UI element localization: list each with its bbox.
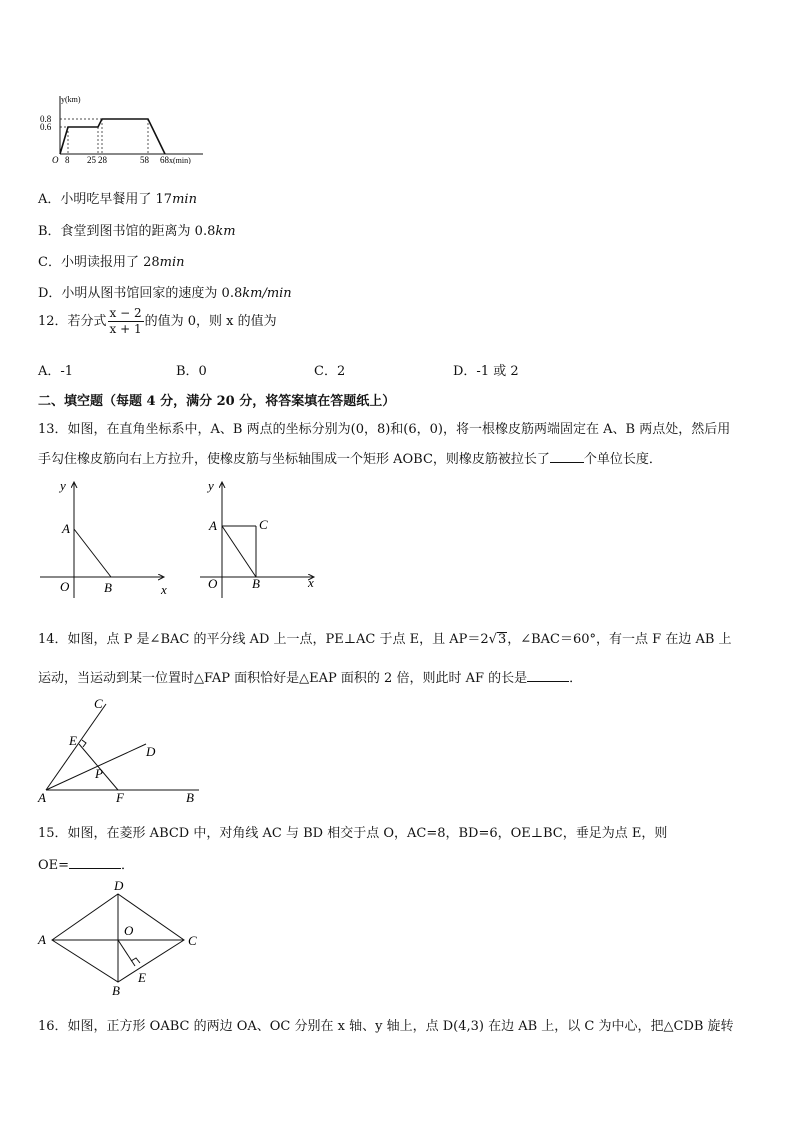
q13-figure-right [196,474,326,602]
q14-answer-blank [527,669,569,682]
q13l-point-o: O [60,579,70,594]
q14-right-angle-mark [82,740,86,747]
q11-option-d-unit: km/min [242,286,292,301]
q14-point-a: A [38,790,46,805]
q12-stem-prefix: 12．若分式 [38,314,107,329]
q13r-point-b: B [252,576,260,591]
q12-option-b: B．0 [176,364,207,379]
q13l-point-a: A [62,521,70,536]
q11-option-b-unit: km [215,224,236,239]
q13r-segment-ab [222,526,256,577]
q11-xtick-68: 68 [160,155,169,164]
q14-point-c: C [94,696,103,711]
q11-option-c-text: C．小明读报用了 28 [38,255,160,270]
q11-distance-time-graph [38,92,208,164]
q11-option-b [38,220,236,239]
q15-point-b: B [112,983,120,998]
q11-ytick-06: 0.6 [40,122,52,132]
q15-point-c: C [188,933,197,948]
q15-line1: 15．如图，在菱形 ABCD 中，对角线 AC 与 BD 相交于点 O，AC=8，BD=6，OE⊥BC，垂足为点 E，则 [38,826,668,841]
q13-line2-prefix: 手勾住橡皮筋向右上方拉升，使橡皮筋与坐标轴围成一个矩形 AOBC，则橡皮筋被拉长了 [38,452,550,467]
q11-ytick-08: 0.8 [40,114,52,124]
q14-point-e: E [69,733,77,748]
q16-line1: 16．如图，正方形 OABC 的两边 OA、OC 分别在 x 轴、y 轴上，点 D(4,3) 在边 AB 上，以 C 为中心，把△CDB 旋转 [38,1019,734,1034]
q12-stem-suffix: 的值为 0，则 x 的值为 [144,314,277,329]
q14-point-d: D [146,744,156,759]
q12-option-c: C．2 [314,364,346,379]
q14-line1: 14．如图，点 P 是∠BAC 的平分线 AD 上一点，PE⊥AC 于点 E，且 AP＝2√3，∠BAC＝60°，有一点 F 在边 AB 上 [38,632,732,647]
q13r-point-o: O [208,576,218,591]
q15-line2-prefix: OE= [38,858,70,873]
q11-option-d [38,282,292,301]
q15-line2-suffix: ． [121,858,135,873]
q13-line1: 13．如图，在直角坐标系中，A、B 两点的坐标分别为(0，8)和(6，0)，将一根橡皮筋两端固定在 A、B 两点处，然后用 [38,422,731,437]
q13r-y-label: y [208,478,214,493]
section-heading: 二、填空题（每题 4 分，满分 20 分，将答案填在答题纸上） [38,394,396,409]
q11-option-a [38,188,197,207]
q13l-y-label: y [60,478,66,493]
q12-denominator: x + 1 [109,322,142,336]
q13l-point-b: B [104,580,112,595]
q13-line2-suffix: 个单位长度． [583,452,662,467]
q15-answer-blank [69,856,121,869]
q13r-point-c: C [259,517,268,532]
q14-point-b: B [186,790,194,805]
q15-segment-oe [118,940,135,966]
q13-line2 [38,448,662,467]
q11-option-a-text: A．小明吃早餐用了 17 [38,192,173,207]
q12-stem [38,306,277,337]
q14-figure [34,694,210,806]
q11-option-c [38,251,184,270]
q11-option-d-text: D．小明从图书馆回家的速度为 0.8 [38,286,243,301]
q12-option-a: A．-1 [38,364,74,379]
q13l-x-label: x [161,582,167,597]
q11-xtick-25: 25 [87,155,96,164]
q11-option-a-unit: min [172,192,197,207]
q13-answer-blank [550,450,584,463]
q11-x-label: x(min) [169,156,191,164]
q15-point-d: D [114,878,124,893]
q11-xtick-8: 8 [65,155,70,164]
q11-option-b-text: B．食堂到图书馆的距离为 0.8 [38,224,216,239]
q11-option-c-unit: min [159,255,185,270]
q15-point-a: A [38,932,46,947]
q13r-point-a: A [209,518,217,533]
q14-point-p: P [95,766,103,781]
q15-point-o: O [124,923,134,938]
q15-rhombus-figure [34,878,210,998]
q12-option-d: D．-1 或 2 [453,364,519,379]
q11-xtick-58: 58 [140,155,149,164]
q11-origin: O [52,155,59,164]
q13r-x-label: x [308,575,314,590]
q14-line2-suffix: ． [569,671,583,686]
q14-sqrt-value: 3 [497,632,507,647]
q15-line2 [38,854,134,873]
q12-numerator: x − 2 [109,306,142,320]
q14-line1-prefix: 14．如图，点 P 是∠BAC 的平分线 AD 上一点，PE⊥AC 于点 E，且 AP＝2 [38,632,489,647]
q14-line2-prefix: 运动，当运动到某一位置时△FAP 面积恰好是△EAP 面积的 2 倍，则此时 AF 的长是 [38,671,528,686]
q11-xtick-28: 28 [98,155,107,164]
q14-line1-suffix: ，∠BAC＝60°，有一点 F 在边 AB 上 [507,632,732,647]
q12-fraction [108,306,144,337]
q11-y-label: y(km) [61,95,81,104]
q15-point-e: E [138,970,146,985]
q13l-segment-ab [74,529,111,577]
q14-point-f: F [116,790,124,805]
q11-journey-line [60,119,165,154]
q13-figure-left [36,474,176,602]
q14-line2 [38,667,582,686]
